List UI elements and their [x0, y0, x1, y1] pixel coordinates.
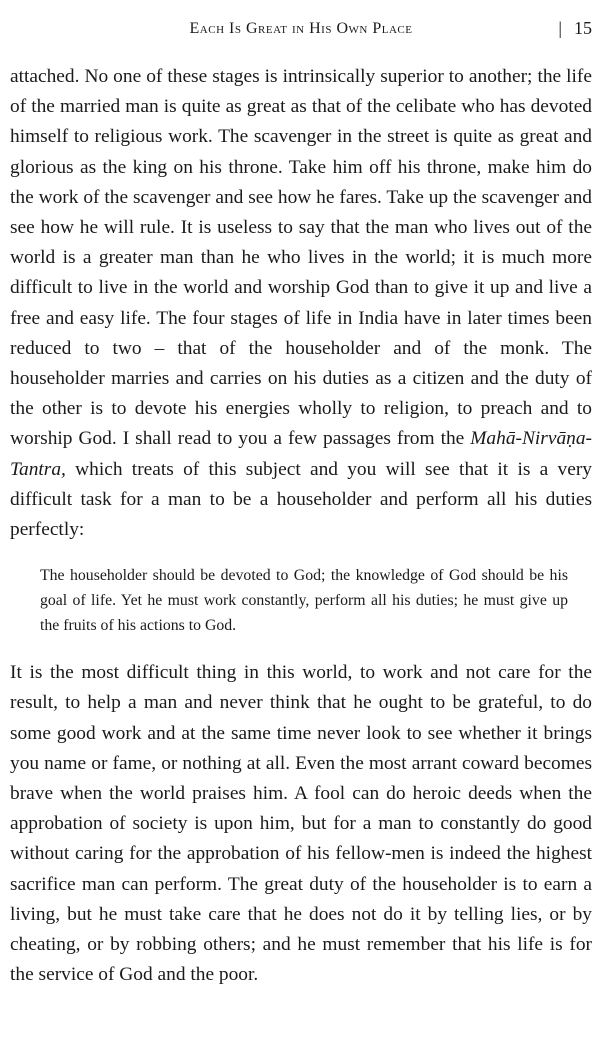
page-number: 15: [574, 18, 592, 38]
paragraph-1-text-end: which treats of this subject and you will see that it is a very difficult task for a man to be a householder and perform all his duties perfectly:: [10, 458, 592, 541]
running-title: Each Is Great in His Own Place: [189, 20, 413, 37]
body-text: [10, 62, 592, 990]
running-head: [10, 16, 592, 46]
book-title-italic: Mahā-Nirvāṇa-Tantra,: [10, 428, 592, 480]
paragraph-1: [10, 62, 592, 545]
paragraph-2: It is the most difficult thing in this world, to work and not care for the result, to help a man and never think that he ought to be grateful, to do some good work and at the same time never look to see whether it brings you name or fame, or nothing at all. Even the most arrant coward becomes brave when the world praises him. A fool can do heroic deeds when the approbation of society is upon him, but for a man to constantly do good without caring for the approbation of his fellow-men is indeed the highest sacrifice man can perform. The great duty of the householder is to earn a living, but he must take care that he does not do it by telling lies, or by cheating, or by robbing others; and he must remember that his life is for the service of God and the poor.: [10, 662, 592, 986]
page-number-block: [558, 18, 592, 39]
block-quote: The householder should be devoted to God; the knowledge of God should be his goal of life. Yet he must work constantly, perform all his duties; he must give up the fruits of his actions to God.: [40, 567, 568, 635]
paragraph-1-text: attached. No one of these stages is intrinsically superior to another; the life of the married man is quite as great as that of the celibate who has devoted himself to religious work. The scavenger in the street is quite as great and glorious as the king on his throne. Take him off his throne, make him do the work of the scavenger and see how he fares. Take up the scavenger and see how he will rule. It is useless to say that the man who lives out of the world is a greater man than he who lives in the world; it is much more difficult to live in the world and worship God than to give it up and live a free and easy life. The four stages of life in India have in later times been reduced to two – that of the householder and of the monk. The householder marries and carries on his duties as a citizen and the duty of the other is to devote his energies wholly to religion, to preach and to worship God. I shall read to you a few passages from the: [10, 66, 592, 450]
page-number-separator: |: [558, 18, 562, 38]
